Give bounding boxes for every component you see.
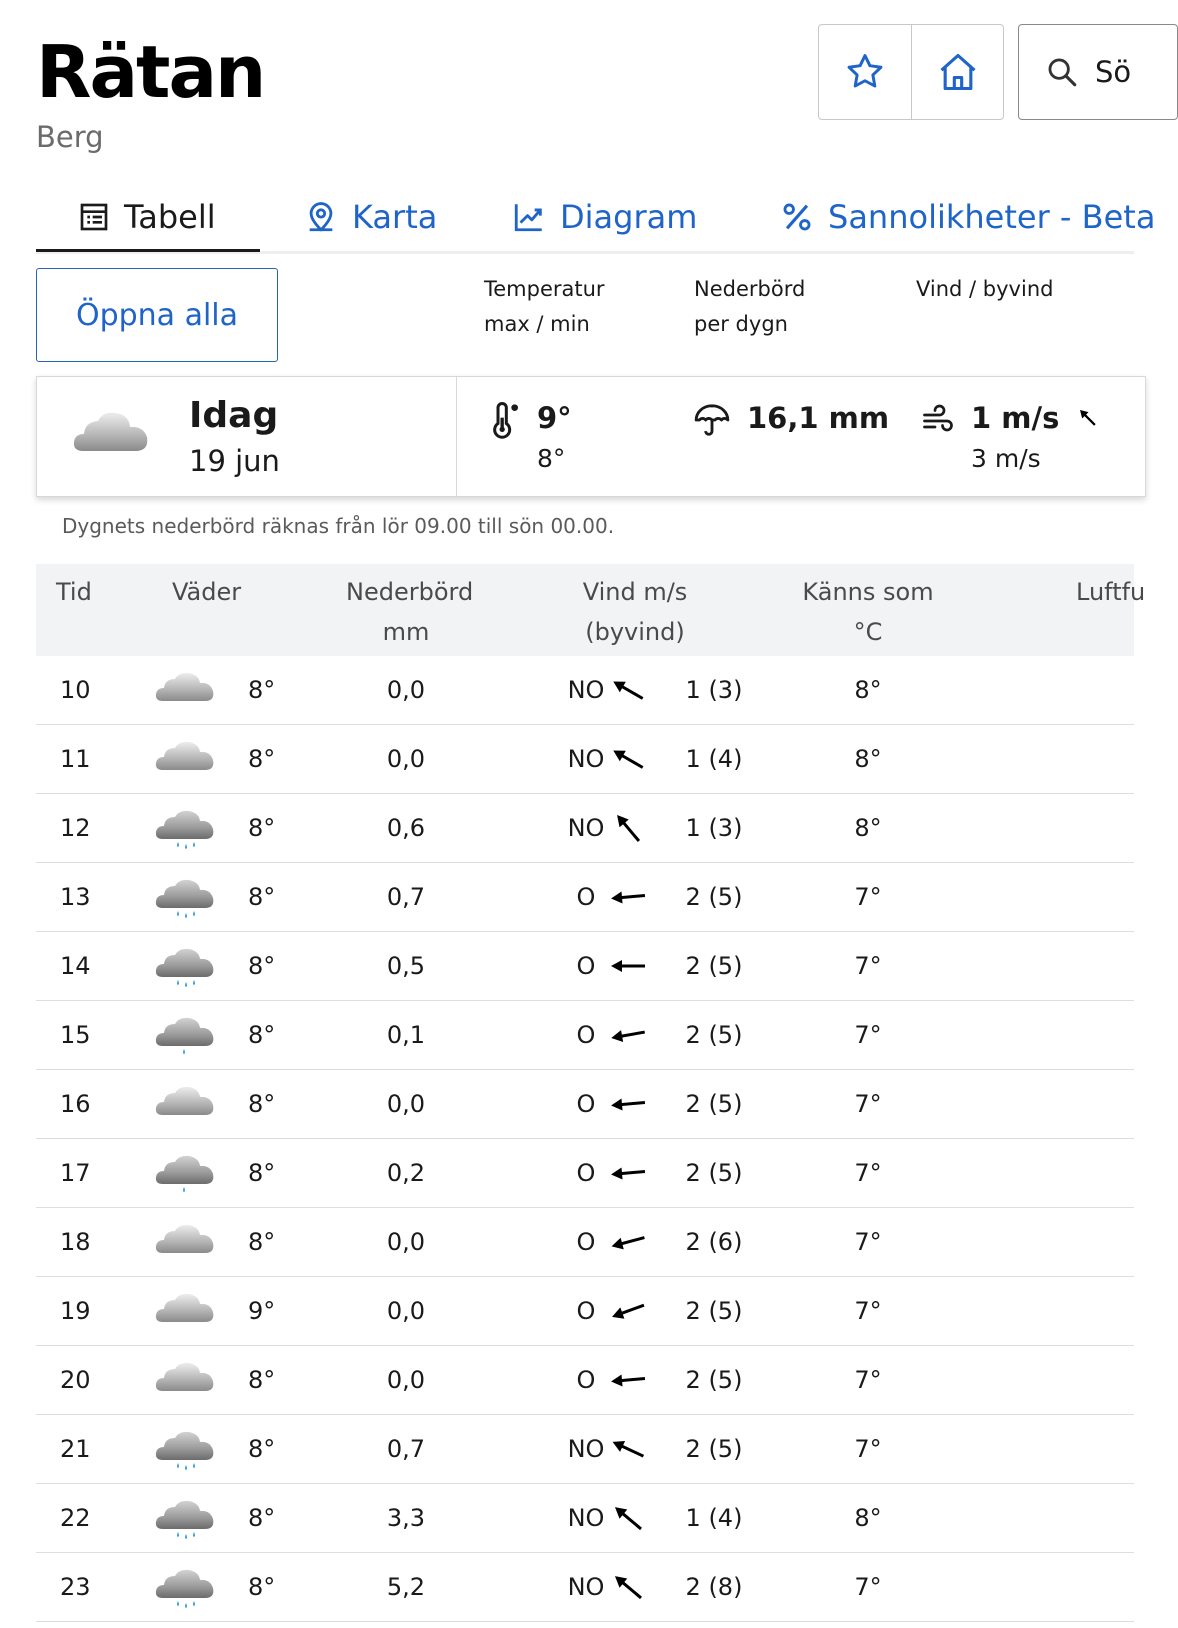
wind-direction-label: NO <box>567 1573 605 1601</box>
wind-direction-arrow-icon <box>608 1429 648 1469</box>
wind-direction-label: O <box>576 883 596 911</box>
th-precipitation: Nederbörd mm <box>346 578 474 646</box>
tab-label: Diagram <box>560 198 698 236</box>
wind-direction-label: O <box>576 1366 596 1394</box>
view-tabs <box>36 180 1156 254</box>
card-divider <box>456 377 457 496</box>
temperature-cell: 8° <box>248 676 276 704</box>
line-chart-icon <box>512 200 546 234</box>
wind-icon <box>919 403 957 439</box>
table-row[interactable] <box>36 932 1134 1001</box>
temperature-cell: 8° <box>248 1228 276 1256</box>
wind-direction-arrow-icon <box>608 1360 648 1400</box>
hour-cell: 10 <box>60 676 91 704</box>
active-tab-indicator <box>36 249 260 252</box>
hour-cell: 14 <box>60 952 91 980</box>
temperature-cell: 8° <box>248 1090 276 1118</box>
table-row[interactable] <box>36 794 1134 863</box>
feels-like-cell: 7° <box>854 1366 882 1394</box>
table-row[interactable] <box>36 1001 1134 1070</box>
tab-sannolikheter[interactable] <box>780 180 1155 254</box>
feels-like-cell: 7° <box>854 1573 882 1601</box>
temperature-cell: 8° <box>248 1366 276 1394</box>
temperature-cell: 8° <box>248 1435 276 1463</box>
page-title: Rätan <box>36 30 265 114</box>
feels-like-cell: 8° <box>854 676 882 704</box>
wind-speed-cell: 1 (3) <box>685 814 743 842</box>
cloud-icon <box>154 669 216 713</box>
precipitation-cell: 0,5 <box>386 952 426 980</box>
wind-speed-cell: 2 (6) <box>685 1228 743 1256</box>
tab-karta[interactable] <box>304 180 437 254</box>
day-date: 19 jun <box>189 444 280 478</box>
feels-like-cell: 7° <box>854 1021 882 1049</box>
cloud-icon <box>154 1221 216 1265</box>
tab-label: Tabell <box>124 198 216 236</box>
th-feels-like: Känns som °C <box>802 578 934 646</box>
feels-like-cell: 8° <box>854 814 882 842</box>
feels-like-cell: 7° <box>854 883 882 911</box>
th-humidity: Luftfu <box>1076 578 1146 606</box>
search-label: Sö <box>1095 55 1132 89</box>
wind-speed-cell: 2 (5) <box>685 1021 743 1049</box>
precipitation-cell: 5,2 <box>386 1573 426 1601</box>
cloud-rain-icon <box>154 945 216 989</box>
cloud-icon <box>154 1083 216 1127</box>
precipitation-cell: 0,0 <box>386 676 426 704</box>
wind-direction-label: NO <box>567 676 605 704</box>
wind-speed-cell: 2 (5) <box>685 1090 743 1118</box>
page-subtitle: Berg <box>36 120 104 154</box>
wind-direction-label: O <box>576 1159 596 1187</box>
search-button[interactable] <box>1018 24 1178 120</box>
cloud-light-rain-icon <box>154 1014 216 1058</box>
cloud-rain-icon <box>154 876 216 920</box>
table-row[interactable] <box>36 1070 1134 1139</box>
thermometer-icon <box>483 401 523 441</box>
hour-cell: 17 <box>60 1159 91 1187</box>
tab-label: Karta <box>352 198 438 236</box>
umbrella-icon <box>693 401 731 439</box>
hour-cell: 22 <box>60 1504 91 1532</box>
feels-like-cell: 7° <box>854 1159 882 1187</box>
home-icon <box>936 50 980 94</box>
wind-speed-cell: 2 (5) <box>685 1435 743 1463</box>
temperature-cell: 8° <box>248 1504 276 1532</box>
temperature-cell: 8° <box>248 1159 276 1187</box>
star-icon <box>844 51 886 93</box>
home-button[interactable] <box>911 25 1003 119</box>
wind-direction-label: O <box>576 1228 596 1256</box>
cloud-icon <box>154 738 216 782</box>
wind-direction-label: O <box>576 1297 596 1325</box>
hour-cell: 19 <box>60 1297 91 1325</box>
precipitation-cell: 0,0 <box>386 1366 426 1394</box>
table-row[interactable] <box>36 1484 1134 1553</box>
wind-direction-arrow-icon <box>608 808 648 848</box>
cloud-icon <box>71 405 151 461</box>
wind-speed-cell: 2 (5) <box>685 1366 743 1394</box>
hour-cell: 15 <box>60 1021 91 1049</box>
precipitation-header: Nederbörd per dygn <box>694 277 806 336</box>
cloud-rain-icon <box>154 1566 216 1610</box>
cloud-icon <box>154 1290 216 1334</box>
table-row[interactable] <box>36 1415 1134 1484</box>
day-summary-card[interactable] <box>36 376 1146 497</box>
feels-like-cell: 8° <box>854 1504 882 1532</box>
tab-tabell[interactable] <box>78 180 216 254</box>
cloud-rain-icon <box>154 807 216 851</box>
tab-diagram[interactable] <box>512 180 697 254</box>
wind-direction-arrow-icon <box>1073 403 1103 433</box>
precipitation-cell: 0,0 <box>386 1297 426 1325</box>
day-precipitation: 16,1 mm <box>747 401 890 435</box>
wind-speed-cell: 1 (3) <box>685 676 743 704</box>
hour-cell: 13 <box>60 883 91 911</box>
hour-cell: 12 <box>60 814 91 842</box>
wind-header: Vind / byvind <box>916 277 1054 301</box>
wind-direction-arrow-icon <box>608 1015 648 1055</box>
wind-direction-arrow-icon <box>608 1153 648 1193</box>
precipitation-cell: 3,3 <box>386 1504 426 1532</box>
percent-icon <box>780 200 814 234</box>
day-wind: 1 m/s <box>971 401 1060 435</box>
wind-speed-cell: 1 (4) <box>685 745 743 773</box>
table-icon <box>78 201 110 233</box>
wind-direction-arrow-icon <box>608 1567 648 1607</box>
map-pin-icon <box>304 200 338 234</box>
wind-direction-arrow-icon <box>608 877 648 917</box>
day-temp-min: 8° <box>537 444 566 473</box>
hour-cell: 11 <box>60 745 91 773</box>
temperature-cell: 8° <box>248 1573 276 1601</box>
hour-cell: 16 <box>60 1090 91 1118</box>
wind-speed-cell: 2 (8) <box>685 1573 743 1601</box>
table-row[interactable] <box>36 1277 1134 1346</box>
wind-direction-label: O <box>576 1090 596 1118</box>
temperature-cell: 9° <box>248 1297 276 1325</box>
precipitation-cell: 0,1 <box>386 1021 426 1049</box>
day-name: Idag <box>189 395 279 436</box>
wind-speed-cell: 2 (5) <box>685 952 743 980</box>
tab-label: Sannolikheter - Beta <box>828 198 1156 236</box>
wind-direction-arrow-icon <box>608 946 648 986</box>
table-row[interactable] <box>36 725 1134 794</box>
wind-speed-cell: 2 (5) <box>685 883 743 911</box>
feels-like-cell: 7° <box>854 1435 882 1463</box>
wind-direction-arrow-icon <box>608 1291 648 1331</box>
wind-speed-cell: 2 (5) <box>685 1297 743 1325</box>
wind-direction-label: NO <box>567 1504 605 1532</box>
cloud-rain-icon <box>154 1497 216 1541</box>
feels-like-cell: 7° <box>854 1090 882 1118</box>
wind-direction-arrow-icon <box>608 1084 648 1124</box>
precipitation-cell: 0,2 <box>386 1159 426 1187</box>
feels-like-cell: 8° <box>854 745 882 773</box>
open-all-button[interactable]: Öppna alla <box>36 268 278 362</box>
table-row[interactable] <box>36 1553 1134 1622</box>
precipitation-cell: 0,7 <box>386 1435 426 1463</box>
wind-direction-arrow-icon <box>608 739 648 779</box>
day-gust: 3 m/s <box>971 444 1041 473</box>
table-row[interactable] <box>36 1208 1134 1277</box>
table-row[interactable] <box>36 1346 1134 1415</box>
header-actions <box>818 24 1004 120</box>
precipitation-cell: 0,0 <box>386 1090 426 1118</box>
feels-like-cell: 7° <box>854 952 882 980</box>
temperature-header: Temperatur max / min <box>484 277 605 336</box>
cloud-light-rain-icon <box>154 1152 216 1196</box>
search-icon <box>1045 55 1079 89</box>
precipitation-cell: 0,6 <box>386 814 426 842</box>
hour-cell: 20 <box>60 1366 91 1394</box>
th-time: Tid <box>56 578 92 606</box>
precipitation-cell: 0,7 <box>386 883 426 911</box>
hour-cell: 18 <box>60 1228 91 1256</box>
wind-speed-cell: 2 (5) <box>685 1159 743 1187</box>
temperature-cell: 8° <box>248 952 276 980</box>
temperature-cell: 8° <box>248 814 276 842</box>
hour-cell: 23 <box>60 1573 91 1601</box>
wind-direction-label: NO <box>567 814 605 842</box>
wind-direction-label: NO <box>567 1435 605 1463</box>
feels-like-cell: 7° <box>854 1297 882 1325</box>
wind-speed-cell: 1 (4) <box>685 1504 743 1532</box>
wind-direction-arrow-icon <box>608 1498 648 1538</box>
feels-like-cell: 7° <box>854 1228 882 1256</box>
hour-cell: 21 <box>60 1435 91 1463</box>
cloud-icon <box>154 1359 216 1403</box>
temperature-cell: 8° <box>248 1021 276 1049</box>
wind-direction-arrow-icon <box>608 670 648 710</box>
table-header <box>36 564 1146 656</box>
wind-direction-label: O <box>576 1021 596 1049</box>
wind-direction-label: O <box>576 952 596 980</box>
table-row[interactable] <box>36 1139 1134 1208</box>
table-row[interactable] <box>36 863 1134 932</box>
temperature-cell: 8° <box>248 883 276 911</box>
precipitation-cell: 0,0 <box>386 745 426 773</box>
wind-direction-label: NO <box>567 745 605 773</box>
table-row[interactable] <box>36 656 1134 725</box>
th-wind: Vind m/s (byvind) <box>582 578 688 646</box>
wind-direction-arrow-icon <box>608 1222 648 1262</box>
day-temp-max: 9° <box>537 401 572 435</box>
favorite-button[interactable] <box>819 25 911 119</box>
precipitation-cell: 0,0 <box>386 1228 426 1256</box>
precipitation-note: Dygnets nederbörd räknas från lör 09.00 till sön 00.00. <box>62 514 615 538</box>
temperature-cell: 8° <box>248 745 276 773</box>
cloud-rain-icon <box>154 1428 216 1472</box>
th-weather: Väder <box>172 578 242 606</box>
